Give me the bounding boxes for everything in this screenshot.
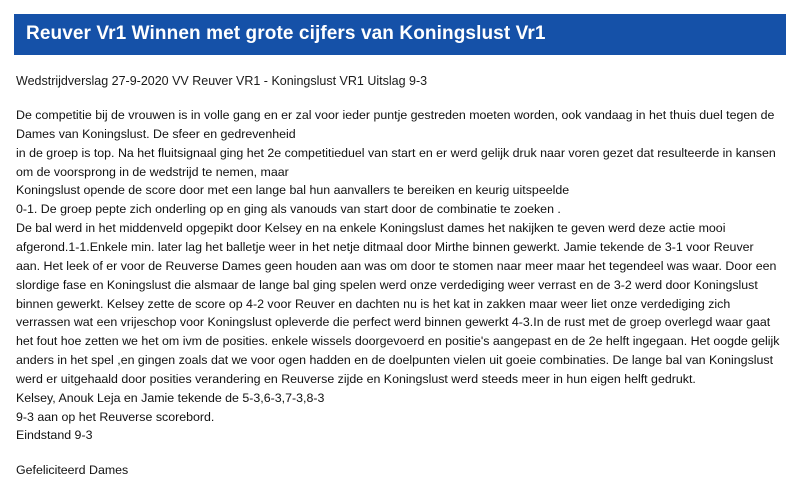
paragraph: Kelsey, Anouk Leja en Jamie tekende de 5-3,6-3,7-3,8-3: [16, 390, 325, 405]
paragraph: 0-1. De groep pepte zich onderling op en ging als vanouds van start door de combinatie te zoeken .: [16, 202, 561, 217]
article-body: [14, 106, 786, 445]
paragraph: 9-3 aan op het Reuverse scorebord.: [16, 409, 215, 424]
paragraph: in de groep is top. Na het fluitsignaal ging het 2e competitieduel van start en er werd gelijk druk naar voren gezet dat resulteerde in kansen om de voorsprong in de wedstrijd te nemen, maar: [16, 145, 776, 179]
paragraph: De competitie bij de vrouwen is in volle gang en er zal voor ieder puntje gestreden moeten worden, ook vandaag in het thuis duel tegen de Dames van Koningslust. De sfeer en gedrevenheid: [16, 108, 775, 141]
paragraph: De bal werd in het middenveld opgepikt door Kelsey en na enkele Koningslust dames het nakijken te geven werd deze actie mooi afgerond.1-1.Enkele min. later lag het balletje weer in het netje ditmaal door Mirthe binnen gewerkt. Jamie tekende de 3-1 voor Reuver aan. Het leek of er voor de Reuverse Dames geen houden aan was om door te stomen naar meer maar het tegendeel was waar. Door een slordige fase en Koningslust die alsmaar de lange bal ging spelen werd onze verdediging weer verrast en de 3-2 werd door Koningslust binnen gewerkt. Kelsey zette de score op 4-2 voor Reuver en dachten nu is het kat in zakken maar weer liet onze verdediging zich verrassen wat een vrijeschop voor Koningslust opleverde die perfect werd binnen gewerkt 4-3.In de rust met de groep overlegd waar gaat het fout hoe zetten we het om ivm de posities. enkele wissels doorgevoerd en positie's aangepast en de 2e helft ingegaan. Het oogde gelijk anders in het spel ,en gingen zoals dat we voor ogen hadden en de doelpunten vielen uit goeie combinaties. De lange bal van Koningslust werd er uitgehaald door posities verandering en Reuverse zijde en Koningslust werd steeds meer in hun eigen helft gedrukt.: [16, 221, 780, 386]
paragraph: Koningslust opende de score door met een lange bal hun aanvallers te bereiken en keurig uitspeelde: [16, 183, 570, 198]
article-signoff: Gefeliciteerd Dames: [16, 463, 129, 478]
article-subtitle: Wedstrijdverslag 27-9-2020 VV Reuver VR1 - Koningslust VR1 Uitslag 9-3: [16, 73, 428, 88]
paragraph: Eindstand 9-3: [16, 428, 93, 443]
page-title: Reuver Vr1 Winnen met grote cijfers van Koningslust Vr1: [14, 14, 786, 55]
